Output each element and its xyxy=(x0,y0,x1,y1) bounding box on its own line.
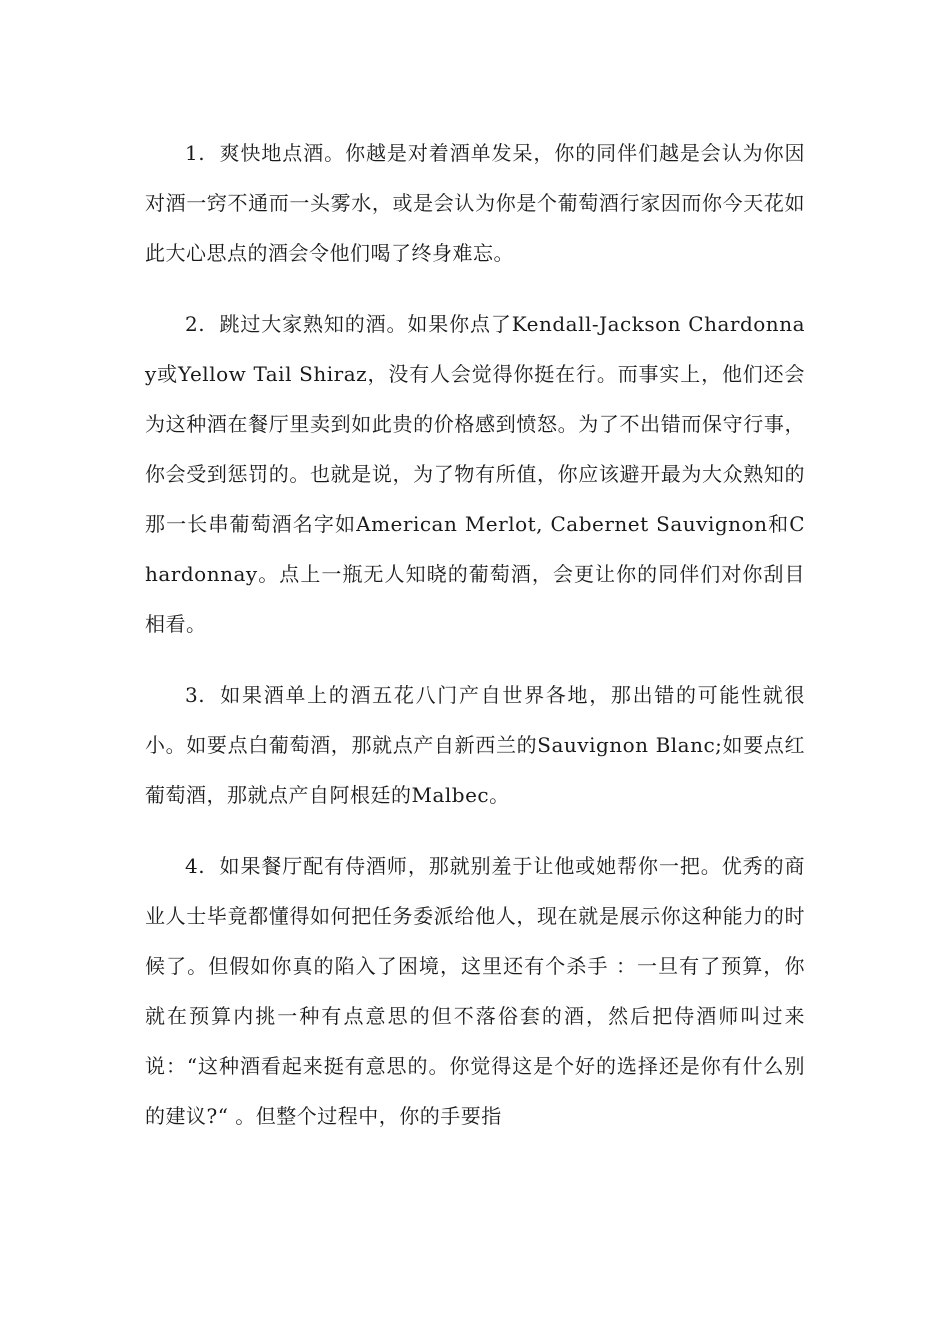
paragraph-4 xyxy=(145,841,805,1141)
document-body xyxy=(145,128,805,1141)
paragraph-number: 1. xyxy=(185,141,206,165)
paragraph-number: 2. xyxy=(185,312,206,336)
paragraph-1 xyxy=(145,128,805,278)
paragraph-text: 爽快地点酒。你越是对着酒单发呆，你的同伴们越是会认为你因对酒一窍不通而一头雾水，或是会认为你是个葡萄酒行家因而你今天花如此大心思点的酒会令他们喝了终身难忘。 xyxy=(145,141,805,265)
paragraph-number: 3. xyxy=(185,683,206,707)
paragraph-3 xyxy=(145,670,805,820)
paragraph-number: 4. xyxy=(185,854,206,878)
paragraph-text: 如果酒单上的酒五花八门产自世界各地，那出错的可能性就很小。如要点白葡萄酒，那就点产自新西兰的Sauvignon Blanc;如要点红葡萄酒，那就点产自阿根廷的Malbec。 xyxy=(145,683,805,807)
paragraph-text: 如果餐厅配有侍酒师，那就别羞于让他或她帮你一把。优秀的商业人士毕竟都懂得如何把任务委派给他人，现在就是展示你这种能力的时候了。但假如你真的陷入了困境，这里还有个杀手 ：一旦有了预算，你就在预算内挑一种有点意思的但不落俗套的酒，然后把侍酒师叫过来说：“这种酒看起来挺有意思的。你觉得这是个好的选择还是你有什么别的建议?“ 。但整个过程中，你的手要指 xyxy=(145,854,805,1128)
paragraph-text: 跳过大家熟知的酒。如果你点了Kendall-Jackson Chardonnay或Yellow Tail Shiraz，没有人会觉得你挺在行。而事实上，他们还会为这种酒在餐厅里卖到如此贵的价格感到愤怒。为了不出错而保守行事，你会受到惩罚的。也就是说，为了物有所值，你应该避开最为大众熟知的那一长串葡萄酒名字如American Merlot, Cabernet Sauvignon和Chardonnay。点上一瓶无人知晓的葡萄酒，会更让你的同伴们对你刮目相看。 xyxy=(145,312,805,636)
paragraph-2 xyxy=(145,299,805,649)
